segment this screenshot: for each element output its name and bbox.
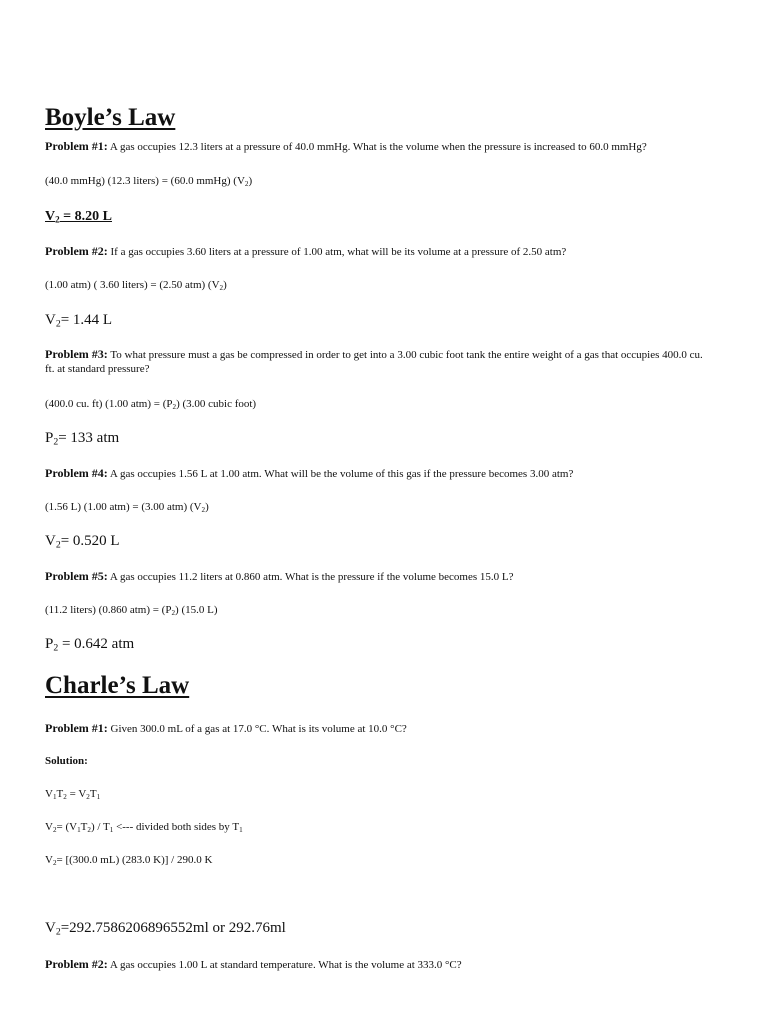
boyle-problem-3-answer: $P_2= 133$ atm xyxy=(45,430,120,448)
problem-label: Problem #2: xyxy=(45,957,108,971)
problem-label: Problem #4: xyxy=(45,466,108,480)
boyle-problem-5-answer: $P_2 = 0.642$ atm xyxy=(45,636,135,654)
boyle-problem-4-equation: (1.56 L) (1.00 atm) = (3.00 atm) $(V_2)$ xyxy=(45,501,209,514)
boyle-problem-1-answer: $V_2 = 8.20$ L xyxy=(45,209,112,225)
problem-text: If a gas occupies 3.60 liters at a pressure of 1.00 atm, what will be its volume at a pressure of 2.50 atm? xyxy=(110,246,567,258)
problem-text: A gas occupies 1.56 L at 1.00 atm. What will be the volume of this gas if the pressure becomes 3.00 atm? xyxy=(109,468,574,480)
boyle-problem-3 xyxy=(45,347,710,376)
boyle-problem-5-equation: (11.2 liters) (0.860 $atm) = (P_2)$ (15.0 L) xyxy=(45,604,218,617)
charles-equation-1: $V_1T_2 = V_2T_1$ xyxy=(45,788,101,801)
problem-label: Problem #1: xyxy=(45,721,108,735)
problem-text: A gas occupies 12.3 liters at a pressure of 40.0 mmHg. What is the volume when the pressure is increased to 60.0 mmHg? xyxy=(109,141,647,153)
boyle-problem-3-equation: (400.0 cu. ft) (1.00 $atm) = (P_2)$ (3.00 cubic foot) xyxy=(45,398,257,411)
problem-text: A gas occupies 1.00 L at standard temperature. What is the volume at 333.0 °C? xyxy=(109,959,462,971)
boyle-problem-1 xyxy=(45,139,710,154)
problem-label: Problem #5: xyxy=(45,569,108,583)
boyle-problem-2-answer: $V_2= 1.44$ L xyxy=(45,312,113,330)
problem-label: Problem #3: xyxy=(45,347,108,361)
section-heading-charles-law: Charle’s Law xyxy=(45,672,190,699)
boyle-problem-2 xyxy=(45,244,710,259)
charles-equation-3: $V_2= [(300.0$ mL) (283.0 K)] / 290.0 K xyxy=(45,854,213,867)
problem-text: To what pressure must a gas be compressed in order to get into a 3.00 cubic foot tank the entire weight of a gas that occupies 400.0 cu. ft. at standard pressure? xyxy=(45,349,703,375)
boyle-problem-1-equation: (40.0 mmHg) (12.3 liters) = (60.0 mmHg) $(V_2)$ xyxy=(45,175,253,188)
boyle-problem-5 xyxy=(45,569,710,584)
boyle-problem-4-answer: $V_2= 0.520$ L xyxy=(45,533,120,551)
charles-problem-1-answer: $V_2=292.7586206896552ml$ or 292.76ml xyxy=(45,920,286,938)
problem-text: A gas occupies 11.2 liters at 0.860 atm. What is the pressure if the volume becomes 15.0 L? xyxy=(109,571,514,583)
problem-label: Problem #2: xyxy=(45,244,108,258)
charles-problem-2 xyxy=(45,957,710,972)
problem-text: Given 300.0 mL of a gas at 17.0 °C. What is its volume at 10.0 °C? xyxy=(110,723,407,735)
charles-equation-2: $V_2= (V_1T_2) / T_1$ <--- divided both sides by $T_1$ xyxy=(45,821,243,834)
solution-label: Solution: xyxy=(45,755,88,767)
boyle-problem-2-equation: (1.00 atm) ( 3.60 liters) = (2.50 atm) $(V_2)$ xyxy=(45,279,227,292)
charles-problem-1 xyxy=(45,721,710,736)
problem-label: Problem #1: xyxy=(45,139,108,153)
boyle-problem-4 xyxy=(45,466,710,481)
section-heading-boyles-law: Boyle’s Law xyxy=(45,104,176,131)
